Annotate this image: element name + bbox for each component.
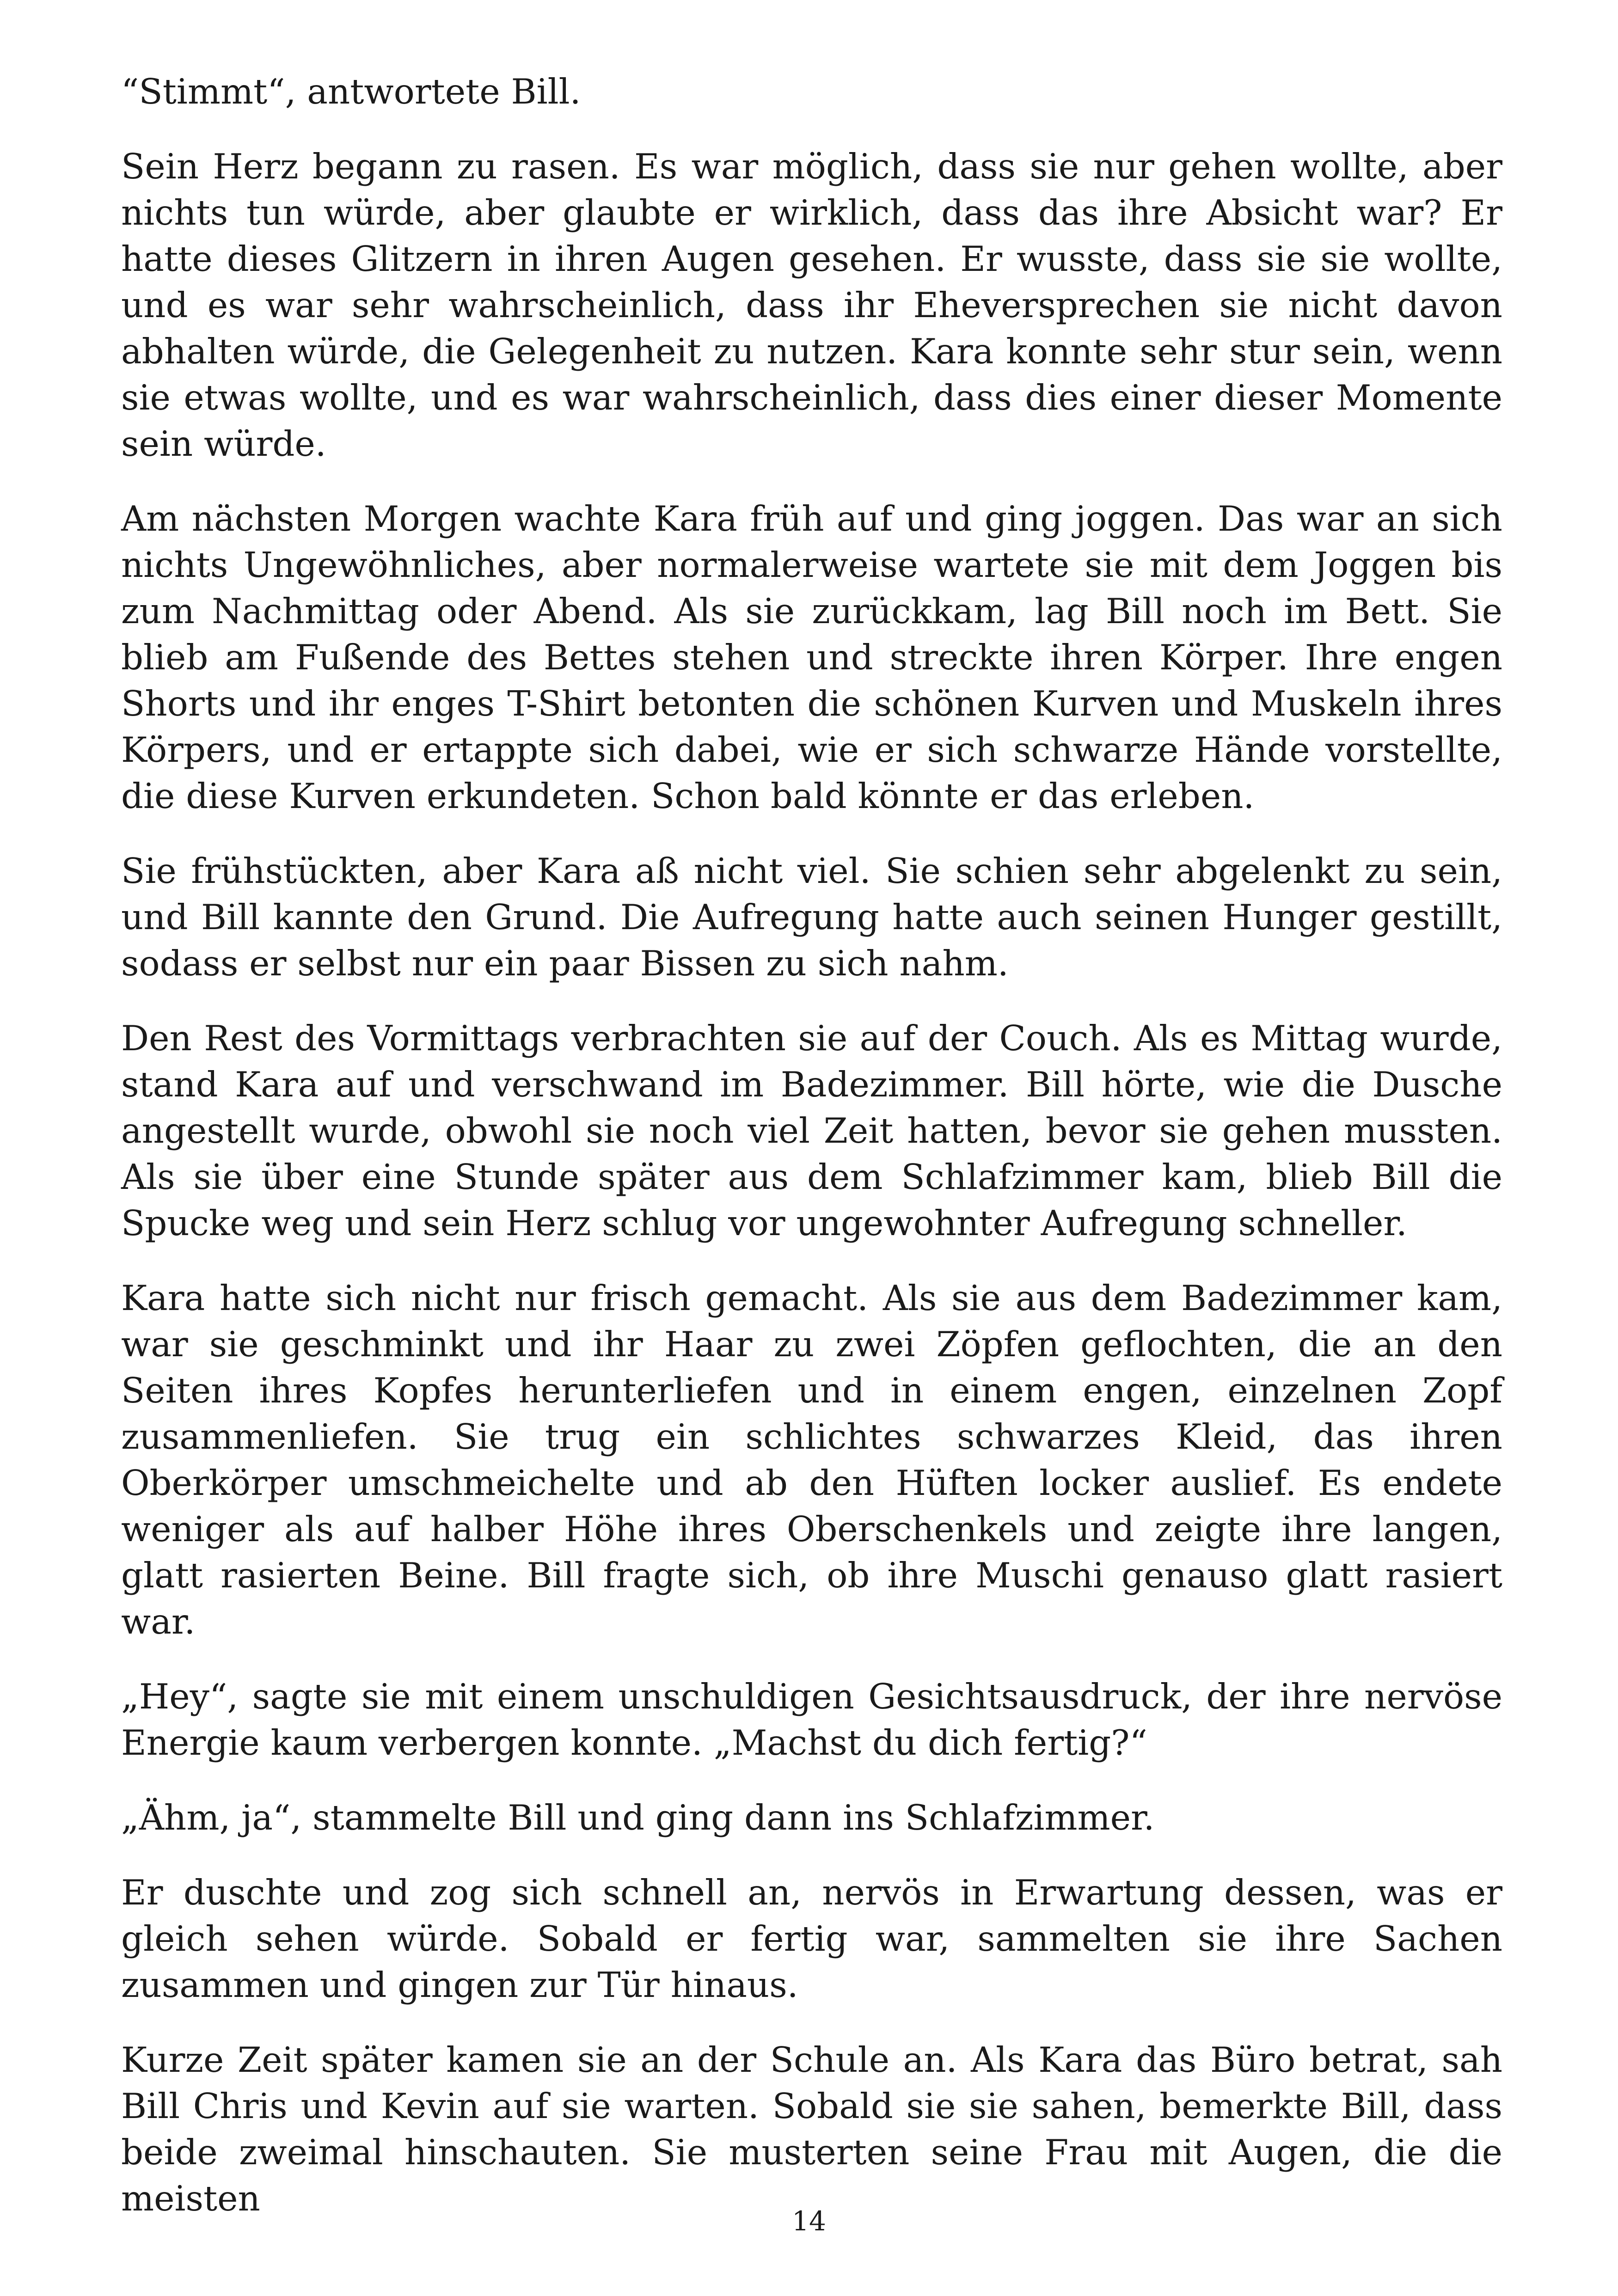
paragraph-6: Kara hatte sich nicht nur frisch gemacht. Als sie aus dem Badezimmer kam, war sie geschminkt und ihr Haar zu zwei Zöpfen geflochten, die an den Seiten ihres Kopfes herunterliefen und in einem engen, einzelnen Zopf zusammenliefen. Sie trug ein schlichtes schwarzes Kleid, das ihren Oberkörper umschmeichelte und ab den Hüften locker auslief. Es endete weniger als auf halber Höhe ihres Oberschenkels und zeigte ihre langen, glatt rasierten Beine. Bill fragte sich, ob ihre Muschi genauso glatt rasiert war. xyxy=(121,1278,1502,1642)
paragraph-2: Sein Herz begann zu rasen. Es war möglich, dass sie nur gehen wollte, aber nichts tun würde, aber glaubte er wirklich, dass das ihre Absicht war? Er hatte dieses Glitzern in ihren Augen gesehen. Er wusste, dass sie sie wollte, und es war sehr wahrscheinlich, dass ihr Eheversprechen sie nicht davon abhalten würde, die Gelegenheit zu nutzen. Kara konnte sehr stur sein, wenn sie etwas wollte, und es war wahrscheinlich, dass dies einer dieser Momente sein würde. xyxy=(121,146,1502,464)
page-number: 14 xyxy=(792,2205,826,2237)
paragraph-1: “Stimmt“, antwortete Bill. xyxy=(121,71,581,112)
paragraph-5: Den Rest des Vormittags verbrachten sie auf der Couch. Als es Mittag wurde, stand Kara auf und verschwand im Badezimmer. Bill hörte, wie die Dusche angestellt wurde, obwohl sie noch viel Zeit hatten, bevor sie gehen mussten. Als sie über eine Stunde später aus dem Schlafzimmer kam, blieb Bill die Spucke weg und sein Herz schlug vor ungewohnter Aufregung schneller. xyxy=(121,1018,1502,1243)
paragraph-3: Am nächsten Morgen wachte Kara früh auf und ging joggen. Das war an sich nichts Ungewöhnliches, aber normalerweise wartete sie mit dem Joggen bis zum Nachmittag oder Abend. Als sie zurückkam, lag Bill noch im Bett. Sie blieb am Fußende des Bettes stehen und streckte ihren Körper. Ihre engen Shorts und ihr enges T-Shirt betonten die schönen Kurven und Muskeln ihres Körpers, und er ertappte sich dabei, wie er sich schwarze Hände vorstellte, die diese Kurven erkundeten. Schon bald könnte er das erleben. xyxy=(121,498,1502,816)
paragraph-8: „Ähm, ja“, stammelte Bill und ging dann ins Schlafzimmer. xyxy=(121,1797,1155,1838)
page-body xyxy=(121,68,1502,2222)
paragraph-9: Er duschte und zog sich schnell an, nervös in Erwartung dessen, was er gleich sehen würde. Sobald er fertig war, sammelten sie ihre Sachen zusammen und gingen zur Tür hinaus. xyxy=(121,1872,1502,2005)
paragraph-10: Kurze Zeit später kamen sie an der Schule an. Als Kara das Büro betrat, sah Bill Chris und Kevin auf sie warten. Sobald sie sie sahen, bemerkte Bill, dass beide zweimal hinschauten. Sie musterten seine Frau mit Augen, die die meisten xyxy=(121,2039,1502,2219)
paragraph-7: „Hey“, sagte sie mit einem unschuldigen Gesichtsausdruck, der ihre nervöse Energie kaum verbergen konnte. „Machst du dich fertig?“ xyxy=(121,1676,1502,1763)
paragraph-4: Sie frühstückten, aber Kara aß nicht viel. Sie schien sehr abgelenkt zu sein, und Bill kannte den Grund. Die Aufregung hatte auch seinen Hunger gestillt, sodass er selbst nur ein paar Bissen zu sich nahm. xyxy=(121,851,1502,984)
